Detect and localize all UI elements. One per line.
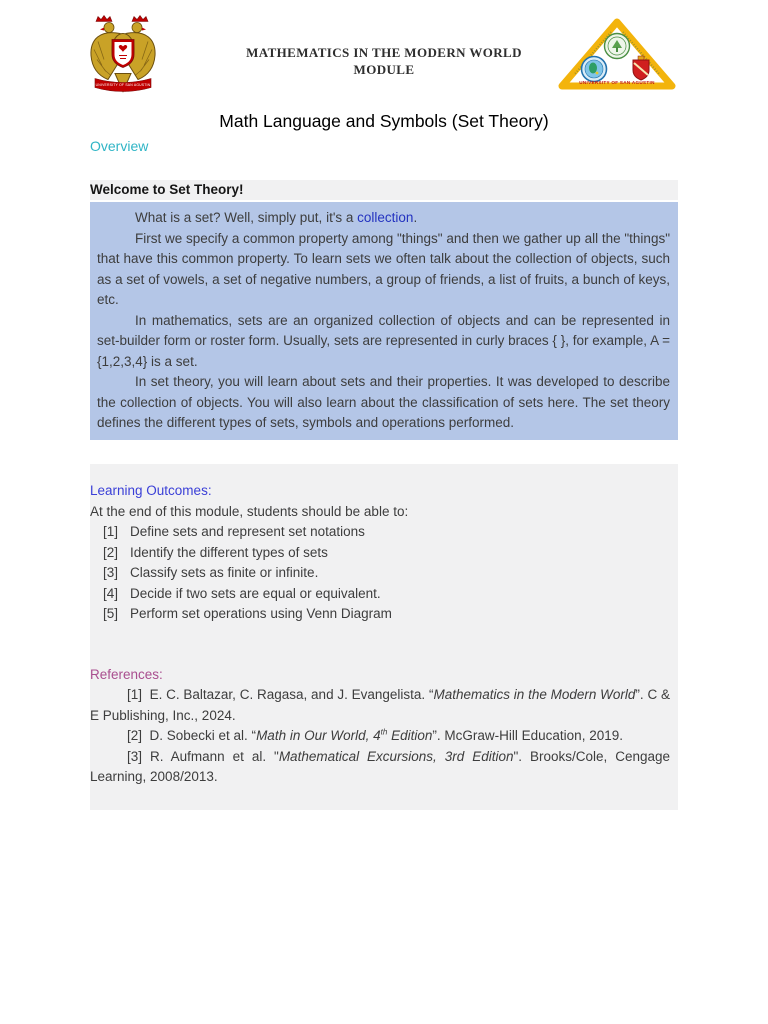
outcome-text: Perform set operations using Venn Diagram	[130, 606, 392, 621]
seal-green-medallion	[605, 34, 630, 59]
outcome-number: [2]	[103, 544, 119, 560]
ref1-pre: [1] E. C. Baltazar, C. Ragasa, and J. Evangelista. “	[127, 687, 434, 702]
ref3-post: ". Brooks/Cole, Cengage Learning, 2008/2013.	[90, 748, 670, 784]
seal-red-crest	[633, 56, 649, 80]
ref3-title: Mathematical Excursions, 3rd Edition	[278, 748, 514, 764]
learning-outcomes-heading: Learning Outcomes:	[90, 483, 212, 498]
ref2-ordinal-sup: th	[380, 727, 388, 737]
crest-left-beak	[100, 28, 104, 31]
outcome-text: Define sets and represent set notations	[130, 524, 365, 539]
crest-right-beak	[142, 28, 146, 31]
outcome-number: [5]	[103, 606, 119, 621]
welcome-heading: Welcome to Set Theory!	[90, 182, 244, 197]
intro-paragraph-3: In mathematics, sets are an organized collection of objects and can be represented in set-builder form or roster form. Usually, sets are represented in curly braces { }, for example, A = {1,2,3,4} is a set.	[97, 312, 670, 369]
welcome-heading-band	[90, 180, 678, 200]
intro-highlight-block	[90, 202, 678, 440]
module-header-line2: MODULE	[353, 62, 415, 77]
page-title: Math Language and Symbols (Set Theory)	[219, 111, 549, 131]
intro-p1-text: What is a set? Well, simply put, it's a	[135, 210, 358, 225]
outcome-text: Classify sets as finite or infinite.	[130, 565, 319, 580]
reference-item-2	[90, 726, 670, 747]
college-seal-triangle-icon	[557, 17, 677, 93]
intro-paragraph-2: First we specify a common property among "things" and then we gather up all the "things" that have this common property. To learn sets we often talk about the collection of objects, such as a set of vowels, a set of negative numbers, a group of friends, a list of fruits, a bunch of keys, etc.	[97, 230, 670, 307]
crest-right-crown	[132, 16, 148, 22]
references-heading: References:	[90, 666, 163, 682]
outcome-text: Identify the different types of sets	[130, 544, 328, 560]
module-header-line1: MATHEMATICS IN THE MODERN WORLD	[246, 45, 522, 60]
learning-outcomes-intro: At the end of this module, students should be able to:	[90, 503, 409, 519]
outcome-number: [3]	[103, 565, 119, 580]
outcome-item-3	[90, 563, 670, 584]
intro-paragraph-4: In set theory, you will learn about sets and their properties. It was developed to describe the collection of objects. You will also learn about the classification of sets here. The set theory defines the different types of sets, symbols and operations performed.	[97, 374, 670, 430]
outcome-item-2	[90, 543, 670, 564]
ref2-post: ”. McGraw-Hill Education, 2019.	[432, 728, 623, 743]
outcome-number: [1]	[103, 524, 119, 539]
outcome-item-5	[90, 604, 670, 625]
crest-banner-text: UNIVERSITY OF SAN AGUSTIN	[95, 83, 151, 87]
outcome-text: Decide if two sets are equal or equivalent.	[130, 585, 381, 601]
ref2-title-cont: Edition	[387, 728, 433, 743]
seal-caption-text: UNIVERSITY OF SAN AGUSTIN	[579, 80, 655, 85]
reference-item-1	[90, 685, 670, 726]
crest-left-head	[104, 23, 114, 33]
crest-right-head	[132, 23, 142, 33]
seal-blue-medallion	[582, 57, 607, 82]
collection-link[interactable]: collection	[357, 210, 414, 225]
reference-item-3	[90, 747, 670, 788]
outcome-item-4	[90, 584, 670, 605]
overview-link[interactable]: Overview	[90, 138, 149, 154]
outcome-item-1	[90, 522, 670, 543]
crest-left-crown	[96, 16, 112, 22]
ref3-pre: [3] R. Aufmann et al. "	[127, 748, 279, 764]
ref1-post: ”. C & E Publishing, Inc., 2024.	[90, 687, 670, 723]
ref2-pre: [2] D. Sobecki et al. “	[127, 728, 257, 743]
outcomes-references-section	[90, 464, 678, 810]
intro-p1-period: .	[413, 210, 418, 225]
ref1-title: Mathematics in the Modern World	[433, 687, 636, 702]
outcome-number: [4]	[103, 585, 119, 601]
ref2-title: Math in Our World, 4	[256, 728, 381, 743]
intro-paragraph-1	[97, 208, 670, 229]
